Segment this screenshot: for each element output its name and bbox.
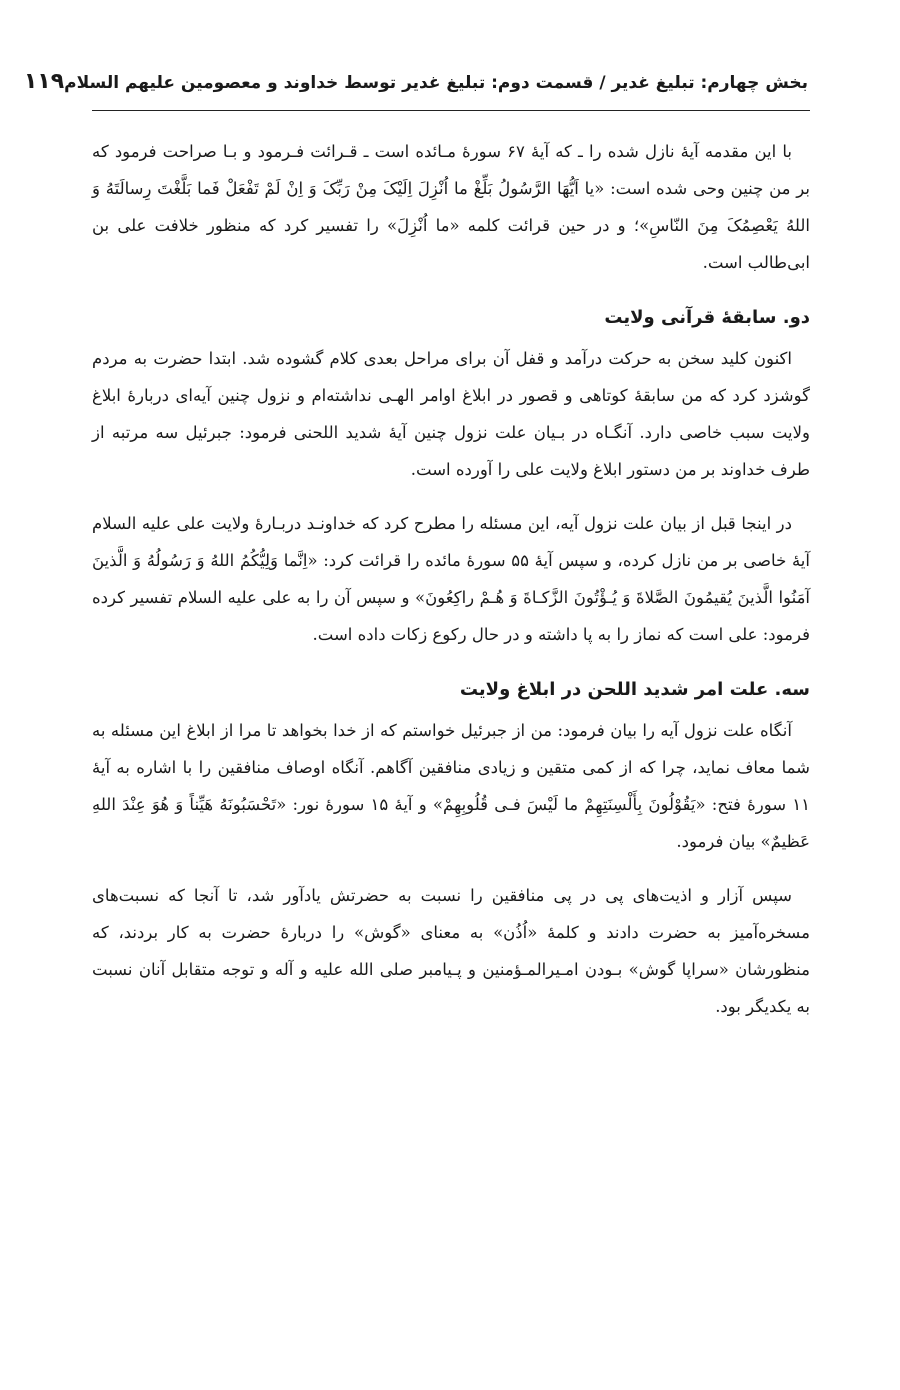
paragraph: سپس آزار و اذیت‌های پی در پی منافقین را نسبت به حضرتش یادآور شد، تا آنجا که نسبت‌های مسخره‌آمیز به حضرت دادند و کلمهٔ «اُذُن» به معنای «گوش» را دربارهٔ حضرت به کار بردند، که منظورشان «سراپا گوش» بـودن امـیرالمـؤمنین و پـیامبر صلی الله علیه و آله و توجه متقابل آنان نسبت به یکدیگر بود. <box>92 886 810 1016</box>
paragraph: با این مقدمه آیهٔ نازل شده را ـ که آیهٔ ۶۷ سورهٔ مـائده است ـ قـرائت فـرمود و بـا صراحت فرمود که بر من چنین وحی شده است: «یا اَیُّهَا الرَّسُولُ بَلِّغْ ما اُنْزِلَ اِلَیْکَ مِنْ رَبِّکَ وَ اِنْ لَمْ تَفْعَلْ فَما بَلَّغْتَ رِسالَتَهُ وَ اللهُ یَعْصِمُکَ مِنَ النّاسِ»؛ و در حین قرائت کلمه «ما اُنْزِلَ» را تفسیر کرد که منظور خلافت علی بن ابی‌طالب است. <box>92 142 810 272</box>
paragraph: اکنون کلید سخن به حرکت درآمد و قفل آن برای مراحل بعدی کلام گشوده شد. ابتدا حضرت به مردم گوشزد کرد که من سابقهٔ کوتاهی و قصور در ابلاغ اوامر الهـی نداشته‌ام و نزول چنین آیه‌ای دربارهٔ ابلاغ ولایت سبب خاصی دارد. آنگـاه در بـیان علت نزول چنین آیهٔ شدید اللحنی فرمود: جبرئیل سه مرتبه از طرف خداوند بر من دستور ابلاغ ولایت علی را آورده است. <box>92 349 810 479</box>
paragraph: آنگاه علت نزول آیه را بیان فرمود: من از جبرئیل خواستم که از خدا بخواهد تا مرا از ابلاغ این مسئله به شما معاف نماید، چرا که از کمی متقین و زیادی منافقین آگاهم. آنگاه اوصاف منافقین را با اشاره به آیهٔ ۱۱ سورهٔ فتح: «یَقُوْلُونَ بِأَلْسِنَتِهِمْ ما لَیْسَ فـی قُلُوبِهِمْ» و آیهٔ ۱۵ سورهٔ نور: «تَحْسَبُونَهُ هَیِّناً وَ هُوَ عِنْدَ اللهِ عَظیمٌ» بیان فرمود. <box>92 721 810 851</box>
book-page <box>23 62 810 1042</box>
running-header <box>23 62 810 111</box>
paragraph: در اینجا قبل از بیان علت نزول آیه، این مسئله را مطرح کرد که خداونـد دربـارهٔ ولایت علی علیه السلام آیهٔ خاصی بر من نازل کرده، و سپس آیهٔ ۵۵ سورهٔ مائده را قرائت کرد: «اِنَّما وَلِیُّکُمُ اللهُ وَ رَسُولُهُ وَ الَّذینَ آمَنُوا الَّذینَ یُقیمُونَ الصَّلاةَ وَ یُـؤْتُونَ الزَّکـاةَ وَ هُـمْ راکِعُونَ» و سپس آن را به علی علیه السلام تفسیر کرده فرمود: علی است که نماز را به پا داشته و در حال رکوع زکات داده است. <box>92 514 810 644</box>
page-content <box>92 133 810 1025</box>
running-header-title: بخش چهارم: تبلیغ غدیر / قسمت دوم: تبلیغ غدیر توسط خداوند و معصومین علیهم السلام <box>64 73 808 93</box>
page-number: ۱۱۹ <box>23 69 65 94</box>
section-heading: دو. سابقهٔ قرآنی ولایت <box>604 307 810 328</box>
section-heading: سه. علت امر شدید اللحن در ابلاغ ولایت <box>459 679 810 700</box>
